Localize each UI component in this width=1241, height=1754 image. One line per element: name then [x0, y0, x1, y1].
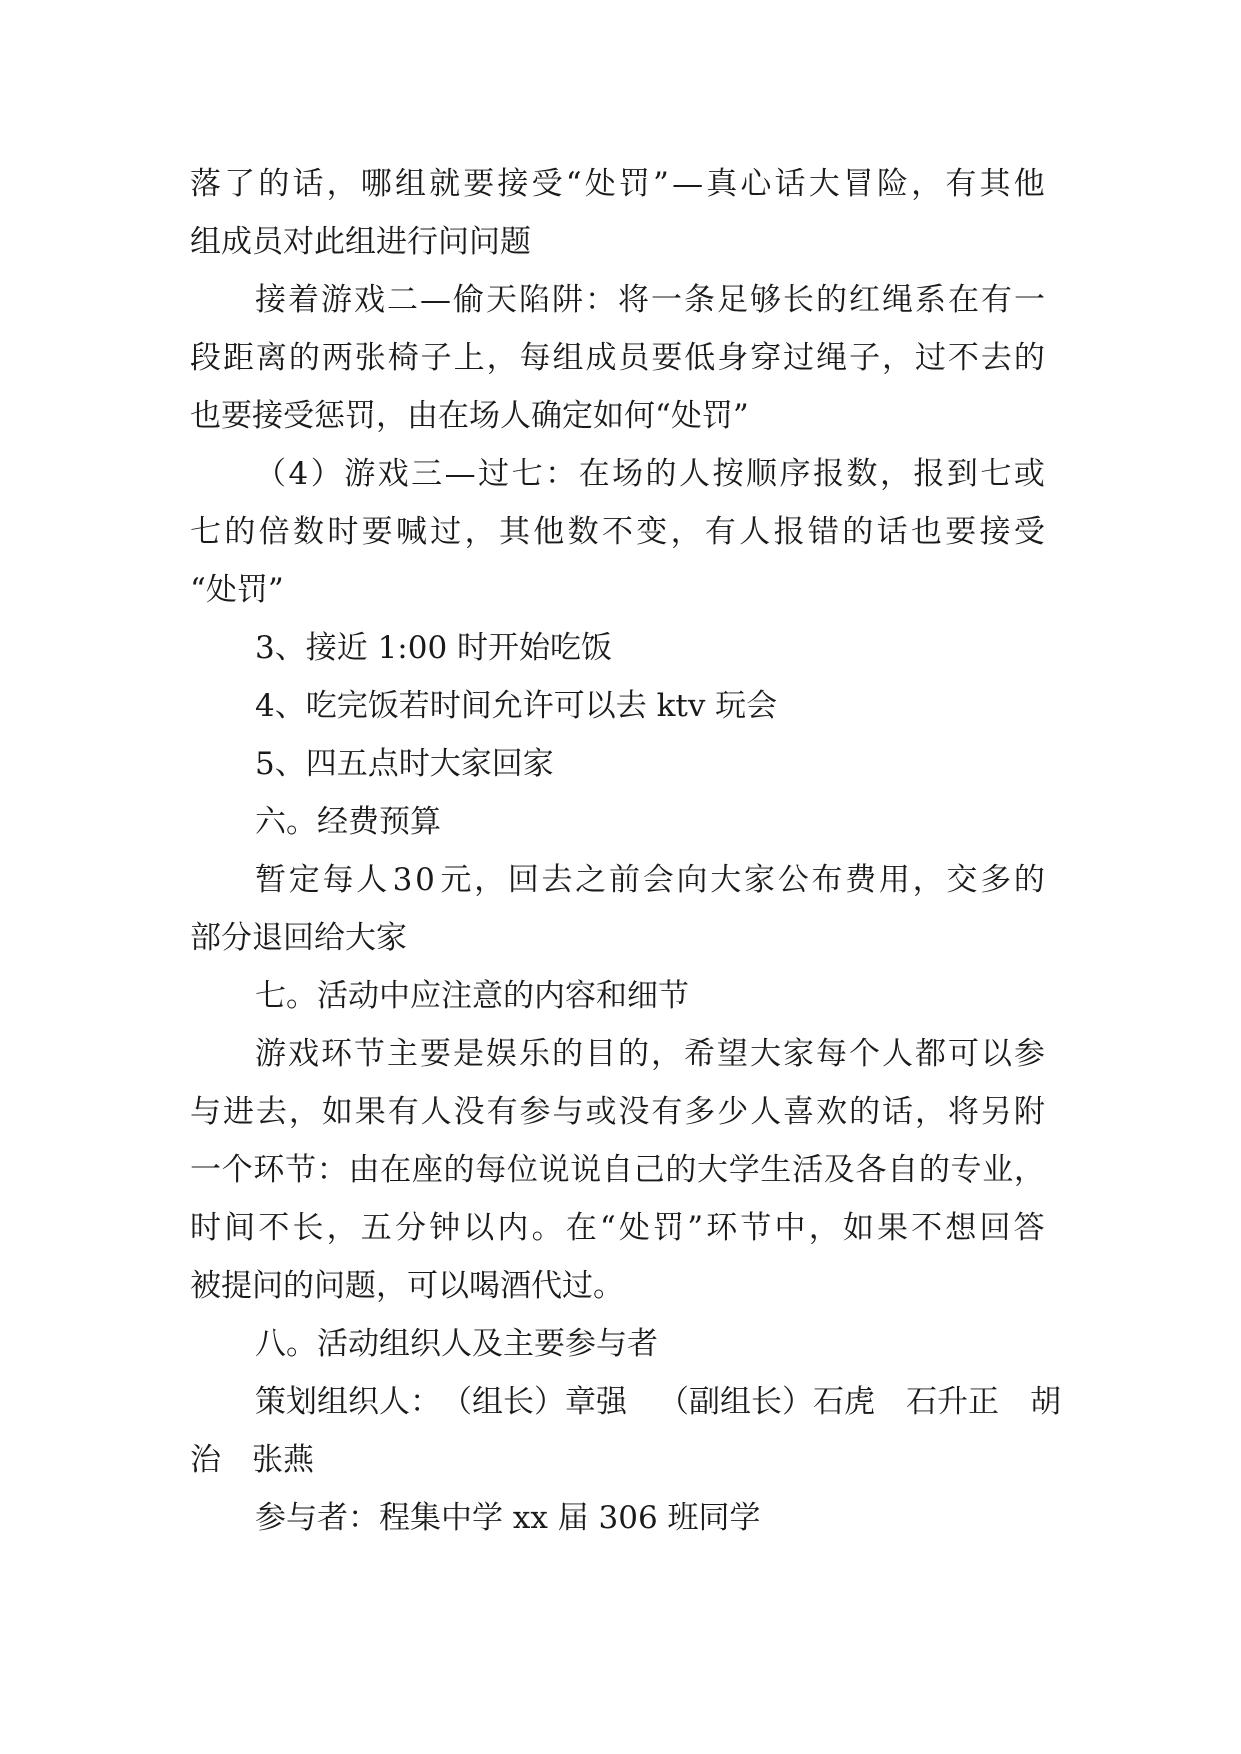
- text-line: 4、吃完饭若时间允许可以去 ktv 玩会: [255, 688, 778, 724]
- text-line: 与 进 去 ， 如 果 有 人 没 有 参 与 或 没 有 多 少 人 喜 欢 的 话 ， 将 另 附: [190, 1094, 1045, 1130]
- text-line: 落 了 的 话 ， 哪 组 就 要 接 受 “ 处 罚 ” — 真 心 话 大 冒 险 ， 有 其 他: [190, 166, 1045, 202]
- section-heading: 七。活动中应注意的内容和细节: [255, 978, 689, 1014]
- text-line: 一 个 环 节 ： 由 在 座 的 每 位 说 说 自 己 的 大 学 生 活 及 各 自 的 专 业 ，: [190, 1152, 1045, 1188]
- text-line: 组成员对此组进行问问题: [190, 224, 531, 260]
- text-line: 时 间 不 长 ， 五 分 钟 以 内 。 在 “ 处 罚 ” 环 节 中 ， 如 果 不 想 回 答: [190, 1210, 1045, 1246]
- text-line: 七 的 倍 数 时 要 喊 过 ， 其 他 数 不 变 ， 有 人 报 错 的 话 也 要 接 受: [190, 514, 1045, 550]
- text-line: 策 划 组 织 人 ： （ 组 长 ） 章 强 （ 副 组 长 ） 石 虎 石 升 正 胡: [255, 1384, 1061, 1420]
- text-line: 接 着 游 戏 二 — 偷 天 陷 阱 ： 将 一 条 足 够 长 的 红 绳 系 在 有 一: [255, 282, 1045, 318]
- text-line: 被提问的问题，可以喝酒代过。: [190, 1268, 624, 1304]
- text-line: 治 张燕: [190, 1442, 314, 1478]
- text-line: （ 4 ） 游 戏 三 — 过 七 ： 在 场 的 人 按 顺 序 报 数 ， 报 到 七 或: [255, 456, 1045, 492]
- text-line: 参与者：程集中学 xx 届 306 班同学: [255, 1500, 761, 1536]
- text-line: 段 距 离 的 两 张 椅 子 上 ， 每 组 成 员 要 低 身 穿 过 绳 子 ， 过 不 去 的: [190, 340, 1045, 376]
- section-heading: 六。经费预算: [255, 804, 441, 840]
- section-heading: 八。活动组织人及主要参与者: [255, 1326, 658, 1362]
- text-line: 也要接受惩罚，由在场人确定如何“处罚”: [190, 398, 749, 434]
- text-line: 游 戏 环 节 主 要 是 娱 乐 的 目 的 ， 希 望 大 家 每 个 人 都 可 以 参: [255, 1036, 1045, 1072]
- text-line: “处罚”: [190, 572, 284, 608]
- text-line: 5、四五点时大家回家: [255, 746, 554, 782]
- text-line: 暂 定 每 人 3 0 元 ， 回 去 之 前 会 向 大 家 公 布 费 用 ， 交 多 的: [255, 862, 1045, 898]
- text-line: 3、接近 1:00 时开始吃饭: [255, 630, 613, 666]
- text-line: 部分退回给大家: [190, 920, 407, 956]
